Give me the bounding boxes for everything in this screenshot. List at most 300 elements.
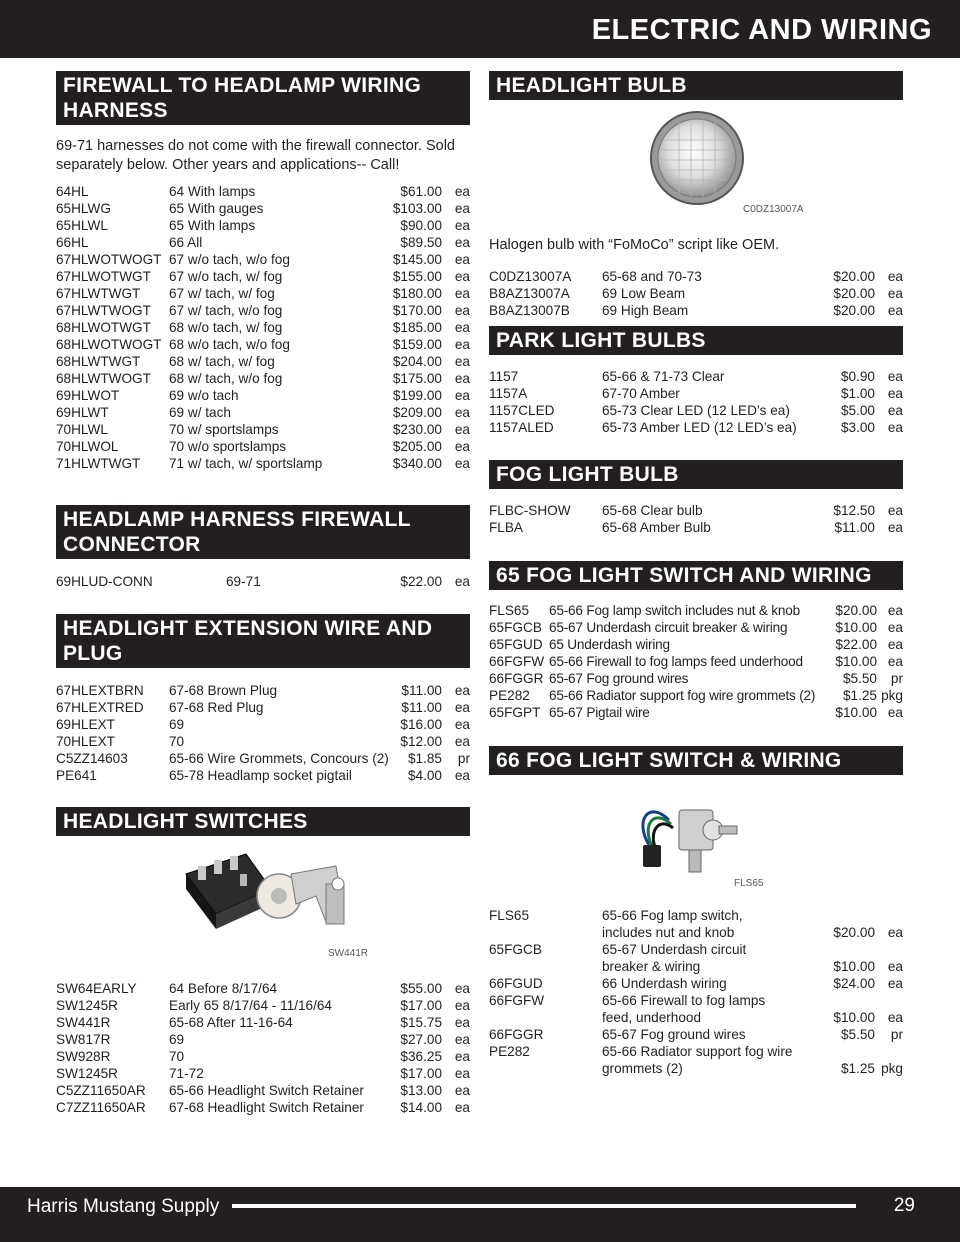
product-row (489, 419, 903, 436)
part-number: 65FGCB (489, 620, 542, 635)
part-number: 1157CLED (489, 403, 555, 418)
part-number: SW1245R (56, 998, 118, 1013)
product-price: $5.50 (842, 671, 877, 686)
product-price: $36.25 (400, 1049, 442, 1064)
part-number: C7ZZ11650AR (56, 1100, 146, 1115)
product-price: $185.00 (392, 320, 442, 335)
price-unit: ea (454, 337, 470, 352)
product-description: 65-73 Amber LED (12 LED’s ea) (602, 420, 797, 435)
product-row (489, 619, 903, 636)
product-price: $170.00 (392, 303, 442, 318)
price-unit: ea (454, 700, 470, 715)
part-number: 69HLWT (56, 405, 109, 420)
part-number: 65FGCB (489, 942, 542, 957)
part-number: 67HLEXTRED (56, 700, 144, 715)
product-price: $145.00 (392, 252, 442, 267)
section-title: PARK LIGHT BULBS (489, 326, 903, 355)
product-row (56, 336, 470, 353)
price-unit: ea (454, 981, 470, 996)
product-price: $1.25 (842, 688, 877, 703)
part-number: 66FGUD (489, 976, 543, 991)
product-description: 65-67 Underdash circuit breaker & wiring (549, 620, 788, 635)
product-description: 65-66 Radiator support fog wire grommets (2) (602, 1044, 793, 1076)
price-unit: ea (887, 269, 903, 284)
price-unit: pkg (881, 688, 903, 703)
price-unit: ea (887, 603, 903, 618)
product-description: 65-66 Radiator support fog wire grommets (2) (549, 688, 816, 703)
product-row (489, 687, 903, 704)
product-row (489, 975, 903, 992)
part-number: SW64EARLY (56, 981, 137, 996)
product-list (56, 183, 470, 472)
section-note: Halogen bulb with “FoMoCo” script like OEM. (489, 237, 780, 253)
price-unit: ea (454, 201, 470, 216)
part-number: C5ZZ11650AR (56, 1083, 146, 1098)
product-description: 65-67 Fog ground wires (549, 671, 689, 686)
product-row (56, 217, 470, 234)
product-price: $340.00 (392, 456, 442, 471)
part-number: 1157ALED (489, 420, 554, 435)
price-unit: ea (887, 386, 903, 401)
product-price: $5.50 (840, 1027, 875, 1042)
product-description: 68 w/ tach, w/ fog (169, 354, 275, 369)
product-description: 70 (169, 1049, 185, 1064)
product-row (56, 370, 470, 387)
product-row (56, 234, 470, 251)
product-row (56, 980, 470, 997)
product-description: 65-67 Pigtail wire (549, 705, 650, 720)
product-row (489, 302, 903, 319)
product-price: $159.00 (392, 337, 442, 352)
part-number: 67HLWOTWGT (56, 269, 151, 284)
product-description: 66 Underdash wiring (602, 976, 727, 991)
firewall-connector-section (56, 505, 470, 590)
product-price: $20.00 (833, 269, 875, 284)
product-row (489, 636, 903, 653)
product-price: $204.00 (392, 354, 442, 369)
product-list (56, 682, 470, 784)
product-price: $199.00 (392, 388, 442, 403)
product-description: 64 Before 8/17/64 (169, 981, 278, 996)
part-number: 66FGGR (489, 1027, 544, 1042)
headlight-switch-image (176, 844, 356, 954)
product-row (56, 302, 470, 319)
price-unit: ea (454, 1032, 470, 1047)
product-price: $13.00 (400, 1083, 442, 1098)
product-description: 68 w/o tach, w/ fog (169, 320, 283, 335)
product-description: 69 Low Beam (602, 286, 686, 301)
price-unit: ea (454, 1083, 470, 1098)
image-caption: FLS65 (734, 878, 764, 889)
product-description: 65-68 Amber Bulb (602, 520, 711, 535)
product-price: $4.00 (407, 768, 442, 783)
product-price: $20.00 (833, 286, 875, 301)
product-description: 65 With gauges (169, 201, 264, 216)
fog-light-bulb-section (489, 460, 903, 536)
price-unit: ea (887, 286, 903, 301)
part-number: 66FGFW (489, 993, 545, 1008)
section-title: HEADLIGHT EXTENSION WIRE AND PLUG (56, 614, 470, 668)
price-unit: ea (454, 1049, 470, 1064)
product-row (489, 368, 903, 385)
product-price: $20.00 (835, 603, 877, 618)
headlight-bulb-section (489, 71, 903, 319)
price-unit: ea (887, 503, 903, 518)
part-number: FLS65 (489, 603, 530, 618)
product-description: 65 Underdash wiring (549, 637, 670, 652)
product-row (489, 670, 903, 687)
product-description: 65-66 Headlight Switch Retainer (169, 1083, 364, 1098)
product-price: $22.00 (835, 637, 877, 652)
product-description: 67-68 Red Plug (169, 700, 264, 715)
product-price: $90.00 (400, 218, 442, 233)
image-caption: C0DZ13007A (743, 204, 804, 215)
product-row (56, 404, 470, 421)
part-number: 69HLWOT (56, 388, 120, 403)
product-row (489, 285, 903, 302)
product-row (56, 1099, 470, 1116)
product-row (56, 997, 470, 1014)
product-row (56, 1048, 470, 1065)
price-unit: ea (454, 998, 470, 1013)
product-price: $17.00 (400, 1066, 442, 1081)
part-number: SW817R (56, 1032, 111, 1047)
section-title: 65 FOG LIGHT SWITCH AND WIRING (489, 561, 903, 590)
product-price: $205.00 (392, 439, 442, 454)
page-header-bar (0, 0, 960, 58)
product-row (56, 1082, 470, 1099)
product-list (489, 502, 903, 536)
price-unit: ea (454, 1015, 470, 1030)
product-price: $89.50 (400, 235, 442, 250)
product-price: $180.00 (392, 286, 442, 301)
product-price: $12.00 (400, 734, 442, 749)
product-row (56, 750, 470, 767)
section-title: HEADLIGHT SWITCHES (56, 807, 470, 836)
product-row (56, 767, 470, 784)
product-price: $20.00 (833, 925, 875, 940)
part-number: PE282 (489, 688, 530, 703)
product-description: 65-68 After 11-16-64 (169, 1015, 293, 1030)
part-number: PE641 (56, 768, 97, 783)
firewall-harness-section (56, 71, 470, 472)
part-number: 1157A (489, 386, 528, 401)
product-row (56, 251, 470, 268)
price-unit: pr (890, 1027, 903, 1042)
headlight-extension-section (56, 614, 470, 784)
part-number: 67HLWTWOGT (56, 303, 151, 318)
product-price: $10.00 (835, 654, 877, 669)
product-description: 69 (169, 717, 185, 732)
part-number: 65FGUD (489, 637, 543, 652)
part-number: FLS65 (489, 908, 530, 923)
product-price: $27.00 (400, 1032, 442, 1047)
product-description: 67 w/o tach, w/ fog (169, 269, 283, 284)
price-unit: ea (887, 976, 903, 991)
product-description: 71-72 (169, 1066, 204, 1081)
product-price: $1.00 (840, 386, 875, 401)
part-number: B8AZ13007B (489, 303, 570, 318)
product-description: 67 w/ tach, w/o fog (169, 303, 283, 318)
product-price: $11.00 (834, 520, 875, 535)
part-number: 71HLWTWGT (56, 456, 141, 471)
product-description: 67-70 Amber (602, 386, 680, 401)
product-price: $11.00 (401, 700, 442, 715)
product-description: 65-68 Clear bulb (602, 503, 703, 518)
part-number: 66HL (56, 235, 89, 250)
product-row (56, 438, 470, 455)
page-title: ELECTRIC AND WIRING (591, 14, 932, 46)
product-row (489, 502, 903, 519)
price-unit: ea (887, 959, 903, 974)
park-light-bulbs-section (489, 326, 903, 436)
product-description: 65 With lamps (169, 218, 256, 233)
product-description: 69 High Beam (602, 303, 689, 318)
price-unit: ea (454, 303, 470, 318)
footer-brand: Harris Mustang Supply (27, 1196, 220, 1217)
price-unit: ea (454, 405, 470, 420)
price-unit: ea (454, 388, 470, 403)
price-unit: ea (454, 354, 470, 369)
part-number: 70HLWOL (56, 439, 119, 454)
price-unit: ea (454, 252, 470, 267)
price-unit: ea (454, 768, 470, 783)
part-number: SW441R (56, 1015, 111, 1030)
product-description: 65-73 Clear LED (12 LED’s ea) (602, 403, 790, 418)
part-number: 68HLWOTWGT (56, 320, 151, 335)
product-row (56, 573, 470, 590)
section-title: 66 FOG LIGHT SWITCH & WIRING (489, 746, 903, 775)
product-description: 65-66 Wire Grommets, Concours (2) (169, 751, 389, 766)
product-row (56, 455, 470, 472)
price-unit: ea (454, 717, 470, 732)
product-row (489, 519, 903, 536)
product-description: 69 (169, 1032, 185, 1047)
product-row (56, 1031, 470, 1048)
price-unit: ea (454, 456, 470, 471)
product-price: $10.00 (835, 620, 877, 635)
price-unit: ea (454, 286, 470, 301)
fog-66-switch-section (489, 746, 903, 1077)
product-description: 69 w/ tach (169, 405, 231, 420)
product-description: 65-66 & 71-73 Clear (602, 369, 725, 384)
part-number: 65HLWL (56, 218, 108, 233)
product-row (489, 907, 903, 941)
part-number: B8AZ13007A (489, 286, 570, 301)
product-description: 68 w/o tach, w/o fog (169, 337, 290, 352)
product-description: 65-66 Fog lamp switch, includes nut and knob (602, 908, 743, 940)
product-description: 70 w/ sportslamps (169, 422, 279, 437)
product-description: 67-68 Brown Plug (169, 683, 278, 698)
product-price: $22.00 (400, 574, 442, 589)
price-unit: ea (887, 520, 903, 535)
part-number: FLBC-SHOW (489, 503, 571, 518)
price-unit: ea (454, 269, 470, 284)
product-price: $20.00 (833, 303, 875, 318)
product-description: 70 (169, 734, 185, 749)
price-unit: ea (887, 925, 903, 940)
product-row (56, 1065, 470, 1082)
product-row (489, 602, 903, 619)
part-number: 1157 (489, 369, 519, 384)
product-description: 71 w/ tach, w/ sportslamp (169, 456, 323, 471)
part-number: 65FGPT (489, 705, 541, 720)
product-description: 67 w/o tach, w/o fog (169, 252, 290, 267)
product-price: $5.00 (840, 403, 875, 418)
product-price: $3.00 (840, 420, 875, 435)
part-number: 66FGFW (489, 654, 545, 669)
section-title: FIREWALL TO HEADLAMP WIRING HARNESS (56, 71, 470, 125)
product-price: $55.00 (400, 981, 442, 996)
price-unit: ea (454, 184, 470, 199)
product-description: 70 w/o sportslamps (169, 439, 287, 454)
product-price: $230.00 (392, 422, 442, 437)
product-price: $10.00 (835, 705, 877, 720)
product-list (56, 980, 470, 1116)
product-description: 65-68 and 70-73 (602, 269, 702, 284)
product-list (56, 573, 470, 590)
product-description: 65-67 Underdash circuit breaker & wiring (602, 942, 747, 974)
product-row (489, 385, 903, 402)
bulb-photo-area (489, 100, 903, 215)
product-list (489, 268, 903, 319)
price-unit: ea (454, 1066, 470, 1081)
product-description: 65-66 Firewall to fog lamps feed, underhood (602, 993, 766, 1025)
product-row (56, 353, 470, 370)
part-number: PE282 (489, 1044, 530, 1059)
part-number: 70HLEXT (56, 734, 115, 749)
product-row (56, 699, 470, 716)
product-description: 67 w/ tach, w/ fog (169, 286, 275, 301)
fog-65-switch-section (489, 561, 903, 721)
product-price: $17.00 (400, 998, 442, 1013)
product-description: 67-68 Headlight Switch Retainer (169, 1100, 364, 1115)
section-note: 69-71 harnesses do not come with the firewall connector. Sold separately below. Other years and applications-- Call! (56, 138, 455, 173)
price-unit: ea (454, 371, 470, 386)
product-list (489, 907, 903, 1077)
part-number: C5ZZ14603 (56, 751, 128, 766)
product-price: $1.25 (840, 1061, 875, 1076)
section-title: HEADLAMP HARNESS FIREWALL CONNECTOR (56, 505, 470, 559)
product-row (489, 268, 903, 285)
image-caption: SW441R (328, 948, 369, 959)
price-unit: ea (454, 683, 470, 698)
product-price: $12.50 (833, 503, 875, 518)
part-number: SW928R (56, 1049, 111, 1064)
price-unit: ea (887, 403, 903, 418)
price-unit: ea (887, 420, 903, 435)
part-number: SW1245R (56, 1066, 118, 1081)
footer-rule (232, 1204, 856, 1208)
product-price: $103.00 (392, 201, 442, 216)
product-description: Early 65 8/17/64 - 11/16/64 (169, 998, 332, 1013)
page-number: 29 (893, 1195, 915, 1216)
price-unit: pr (890, 671, 903, 686)
price-unit: ea (454, 1100, 470, 1115)
part-number: C0DZ13007A (489, 269, 572, 284)
part-number: 69HLEXT (56, 717, 115, 732)
price-unit: ea (454, 734, 470, 749)
part-number: 66FGGR (489, 671, 544, 686)
product-row (56, 268, 470, 285)
part-number: 67HLWTWGT (56, 286, 141, 301)
price-unit: ea (454, 218, 470, 233)
fog-switch-photo-area (489, 775, 903, 890)
part-number: 69HLUD-CONN (56, 574, 153, 589)
product-price: $61.00 (400, 184, 442, 199)
part-number: 67HLEXTBRN (56, 683, 144, 698)
product-price: $15.75 (400, 1015, 442, 1030)
product-list (489, 602, 903, 721)
product-description: 64 With lamps (169, 184, 256, 199)
price-unit: pkg (881, 1061, 903, 1076)
part-number: 68HLWTWGT (56, 354, 141, 369)
part-number: FLBA (489, 520, 523, 535)
part-number: 65HLWG (56, 201, 111, 216)
product-row (489, 992, 903, 1026)
price-unit: ea (887, 637, 903, 652)
product-price: $1.85 (407, 751, 442, 766)
page-footer (0, 1187, 960, 1242)
product-row (56, 319, 470, 336)
product-row (56, 716, 470, 733)
switch-photo-area (56, 836, 470, 971)
product-price: $10.00 (833, 1010, 875, 1025)
product-price: $24.00 (833, 976, 875, 991)
price-unit: ea (887, 654, 903, 669)
price-unit: pr (457, 751, 470, 766)
product-row (56, 733, 470, 750)
headlight-switches-section (56, 807, 470, 1116)
product-row (56, 682, 470, 699)
part-number: 68HLWOTWOGT (56, 337, 162, 352)
price-unit: ea (454, 235, 470, 250)
section-title: FOG LIGHT BULB (489, 460, 903, 489)
price-unit: ea (454, 320, 470, 335)
price-unit: ea (454, 439, 470, 454)
section-title: HEADLIGHT BULB (489, 71, 903, 100)
product-row (56, 387, 470, 404)
product-row (56, 285, 470, 302)
product-row (489, 704, 903, 721)
product-price: $16.00 (400, 717, 442, 732)
price-unit: ea (887, 369, 903, 384)
product-row (489, 1026, 903, 1043)
product-row (56, 200, 470, 217)
part-number: 68HLWTWOGT (56, 371, 151, 386)
price-unit: ea (887, 303, 903, 318)
product-description: 65-66 Fog lamp switch includes nut & knob (549, 603, 800, 618)
product-description: 65-78 Headlamp socket pigtail (169, 768, 352, 783)
part-number: 70HLWL (56, 422, 108, 437)
price-unit: ea (887, 620, 903, 635)
product-row (489, 402, 903, 419)
price-unit: ea (887, 1010, 903, 1025)
product-row (56, 1014, 470, 1031)
product-description: 66 All (169, 235, 203, 250)
product-row (56, 421, 470, 438)
product-price: $155.00 (392, 269, 442, 284)
part-number: 64HL (56, 184, 89, 199)
price-unit: ea (454, 574, 470, 589)
product-row (489, 653, 903, 670)
product-description: 65-66 Firewall to fog lamps feed underhood (549, 654, 803, 669)
price-unit: ea (887, 705, 903, 720)
product-row (489, 1043, 903, 1077)
product-price: $0.90 (840, 369, 875, 384)
product-row (489, 941, 903, 975)
price-unit: ea (454, 422, 470, 437)
